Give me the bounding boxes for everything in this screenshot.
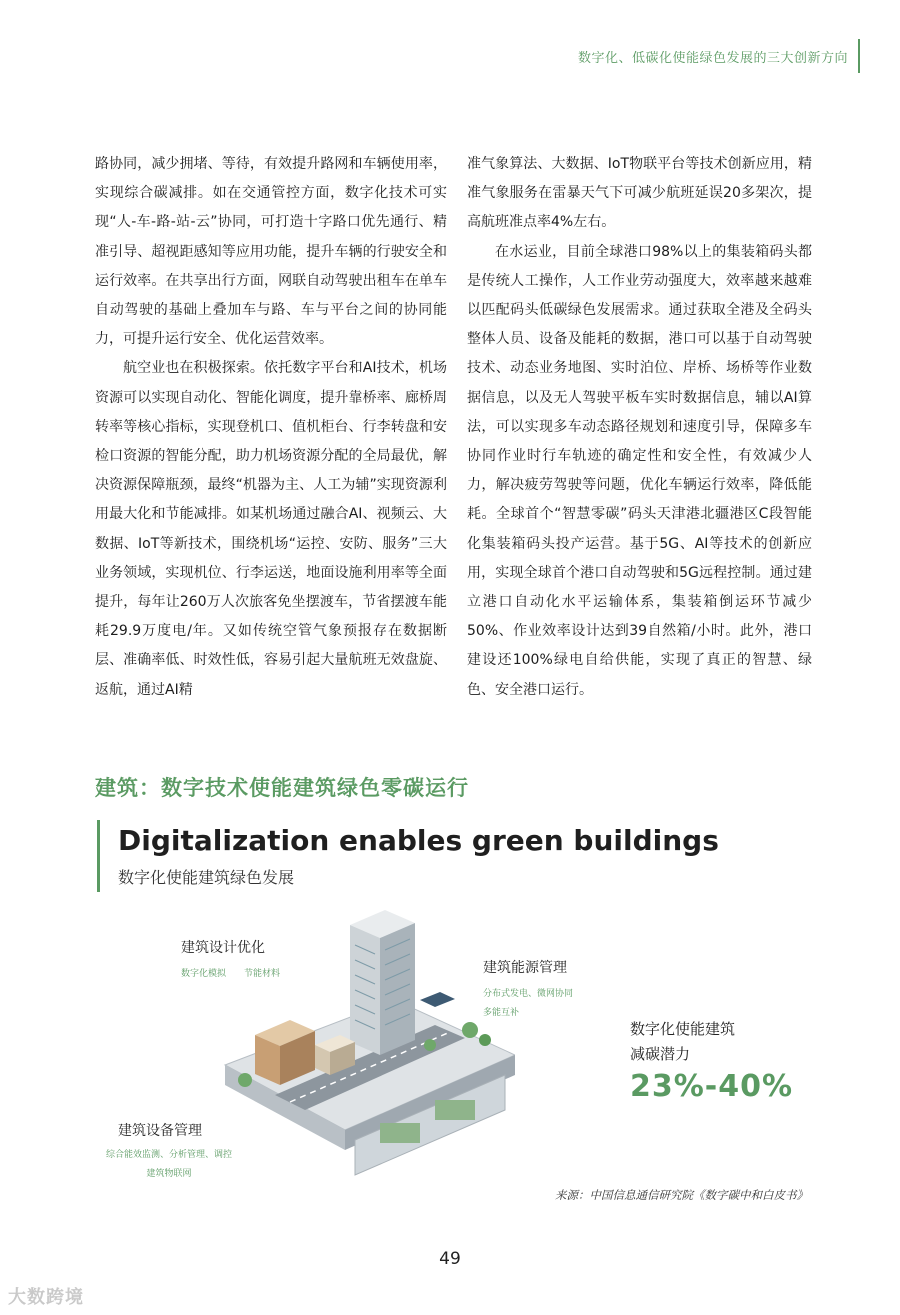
callout-energy-management [483, 957, 573, 1018]
watermark: 大数跨境 [8, 1287, 84, 1308]
figure-title-cn: 数字化使能建筑绿色发展 [118, 868, 295, 887]
callout-subtitle: 综合能效监测、分析管理、调控 [106, 1150, 233, 1160]
section-heading: 建筑：数字技术使能建筑绿色零碳运行 [95, 776, 469, 800]
paragraph: 准气象算法、大数据、IoT物联平台等技术创新应用，精准气象服务在雷暴天气下可减少航班延误20多架次，提高航班准点率4%左右。 [467, 156, 812, 231]
callout-subtitle: 数字化模拟 节能材料 [181, 969, 281, 979]
page-header [578, 38, 860, 74]
header-accent-bar [858, 39, 860, 73]
figure-source: 来源：中国信息通信研究院《数字碳中和白皮书》 [555, 1188, 808, 1202]
callout-title: 建筑设备管理 [118, 1123, 202, 1139]
carbon-reduction-stat [630, 1017, 793, 1104]
left-column [95, 150, 447, 705]
page-number: 49 [439, 1249, 461, 1269]
callout-subtitle: 建筑物联网 [146, 1169, 192, 1179]
callout-equipment-management [106, 1120, 233, 1184]
paragraph: 在水运业，目前全球港口98%以上的集装箱码头都是传统人工操作，人工作业劳动强度大，效率越来越难以匹配码头低碳绿色发展需求。通过获取全港及全码头整体人员、设备及能耗的数据，港口可以基于自动驾驶技术、动态业务地图、实时泊位、岸桥、场桥等作业数据信息，以及无人驾驶平板车实时数据信息，辅以AI算法，可以实现多车动态路径规划和速度引导，保障多车协同作业时行车轨迹的确定性和安全性，有效减少人力，解决疲劳驾驶等问题，优化车辆运行效率，降低能耗。全球首个“智慧零碳”码头天津港北疆港区C段智能化集装箱码头投产运营。基于5G、AI等技术的创新应用，实现全球首个港口自动驾驶和5G远程控制。通过建立港口自动化水平运输体系，集装箱倒运环节减少50%、作业效率设计达到39自然箱/小时。此外，港口建设还100%绿电自给供能，实现了真正的智慧、绿色、安全港口运行。 [467, 243, 812, 698]
stat-label: 数字化使能建筑 [630, 1020, 736, 1038]
stat-label: 减碳潜力 [630, 1045, 691, 1063]
header-title: 数字化、低碳化使能绿色发展的三大创新方向 [577, 50, 848, 66]
callout-title: 建筑能源管理 [483, 960, 567, 976]
callout-subtitle: 分布式发电、微网协同 [483, 989, 574, 999]
right-column [467, 150, 812, 705]
callout-building-design [181, 937, 280, 979]
callout-title: 建筑设计优化 [181, 940, 265, 956]
figure-title-en: Digitalization enables green buildings [118, 824, 719, 857]
paragraph: 航空业也在积极探索。依托数字平台和AI技术，机场资源可以实现自动化、智能化调度，提升靠桥率、廊桥周转率等核心指标，实现登机口、值机柜台、行李转盘和安检口资源的智能分配，助力机场资源分配的全局最优，解决资源保障瓶颈，最终“机器为主、人工为辅”实现资源利用最大化和节能减排。如某机场通过融合AI、视频云、大数据、IoT等新技术，围绕机场“运控、安防、服务”三大业务领域，实现机位、行李运送，地面设施利用率等全面提升，每年让260万人次旅客免坐摆渡车，节省摆渡车能耗29.9万度电/年。又如传统空管气象预报存在数据断层、准确率低、时效性低，容易引起大量航班无效盘旋、返航，通过AI精 [95, 360, 447, 698]
figure-title-block [97, 820, 719, 892]
callout-subtitle: 多能互补 [483, 1008, 520, 1018]
stat-value: 23%-40% [630, 1069, 794, 1104]
paragraph: 路协同，减少拥堵、等待，有效提升路网和车辆使用率，实现综合碳减排。如在交通管控方面，数字化技术可实现“人-车-路-站-云”协同，可打造十字路口优先通行、精准引导、超视距感知等应用功能，提升车辆的行驶安全和运行效率。在共享出行方面，网联自动驾驶出租车在单车自动驾驶的基础上叠加车与路、车与平台之间的协同能力，可提升运行安全、优化运营效率。 [95, 156, 447, 348]
